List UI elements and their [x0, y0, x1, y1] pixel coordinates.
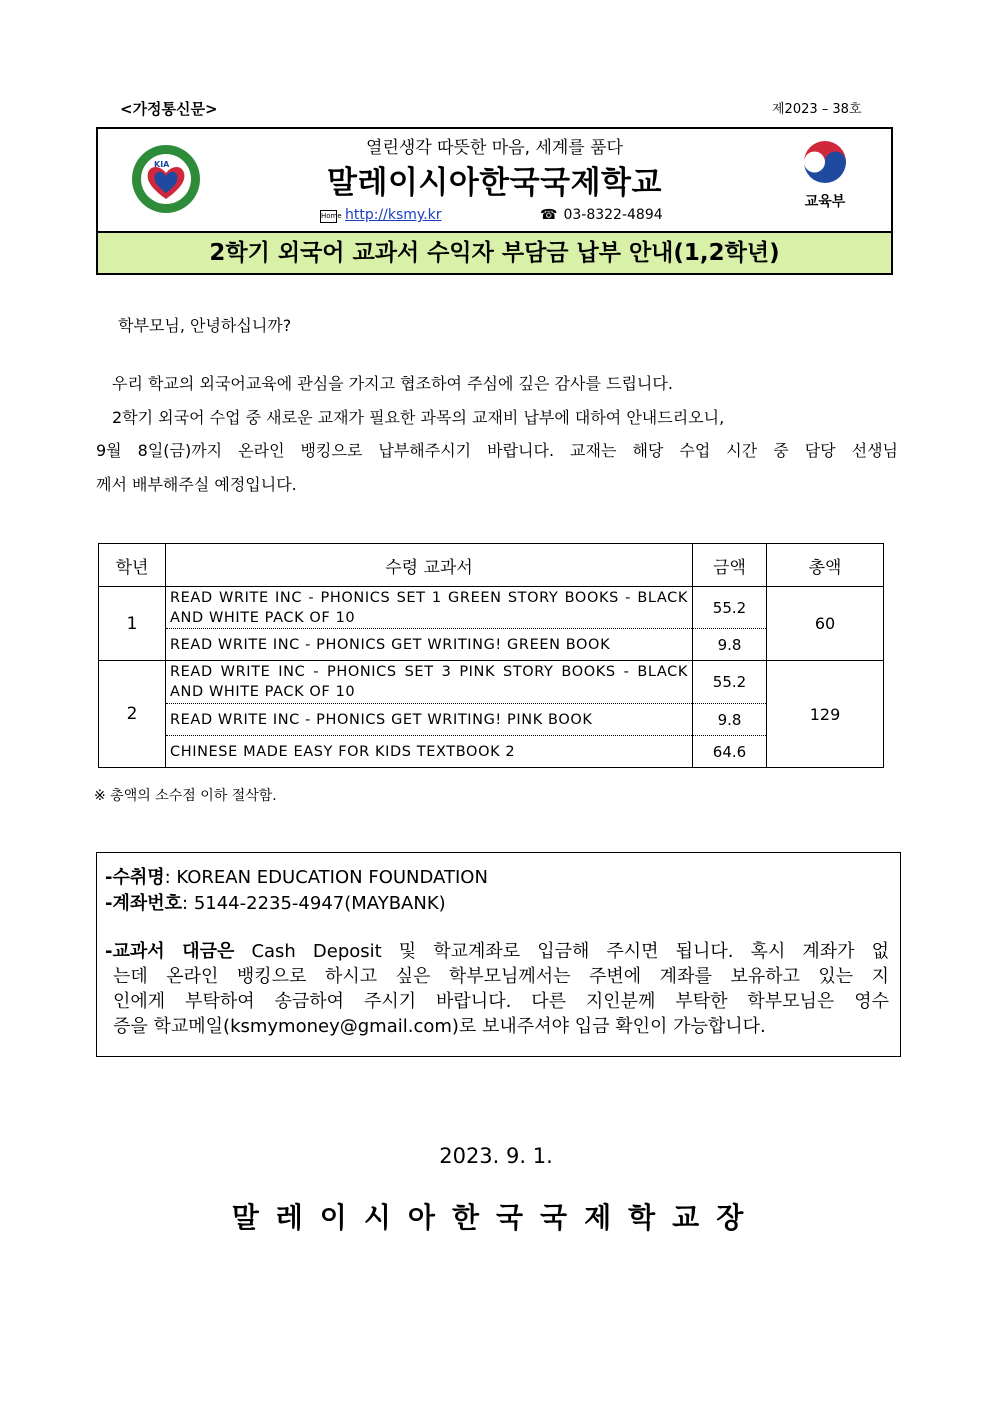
total-cell: 129	[767, 661, 884, 768]
table-row	[99, 661, 884, 704]
price-cell: 55.2	[693, 661, 767, 704]
table-header-row	[99, 544, 884, 587]
instruction-line: 인에게 부탁하여 송금하여 주시기 바랍니다. 다른 지인분께 부탁한 학부모님은 영수	[113, 991, 889, 1012]
greeting: 학부모님, 안녕하십니까?	[118, 316, 292, 335]
paragraph-notice-line2: 9월 8일(금)까지 온라인 뱅킹으로 납부해주시기 바랍니다. 교재는 해당 수업 시간 중 담당 선생님	[96, 441, 898, 460]
grade-cell: 1	[99, 587, 166, 661]
website-link[interactable]: http://ksmy.kr	[345, 207, 442, 223]
notice-type-label: <가정통신문>	[120, 100, 218, 118]
instruction-line: 증을 학교메일(ksmymoney@gmail.com)로 보내주셔야 입금 확인이 가능합니다.	[113, 1016, 766, 1037]
total-cell: 60	[767, 587, 884, 661]
payment-instructions	[105, 939, 889, 1039]
svg-text:KIA: KIA	[154, 160, 170, 169]
document-title: 2학기 외국어 교과서 수익자 부담금 납부 안내(1,2학년)	[98, 233, 891, 273]
school-phone	[540, 207, 663, 223]
header-price: 금액	[693, 544, 767, 587]
table-row	[99, 736, 884, 768]
price-cell: 64.6	[693, 736, 767, 768]
table-row	[99, 629, 884, 661]
header-textbook: 수령 교과서	[166, 544, 693, 587]
textbook-cell: READ WRITE INC - PHONICS SET 1 GREEN STORY BOOKS - BLACK AND WHITE PACK OF 10	[166, 587, 693, 629]
header-grade: 학년	[99, 544, 166, 587]
textbook-cell: CHINESE MADE EASY FOR KIDS TEXTBOOK 2	[166, 736, 693, 768]
textbook-fee-table	[98, 543, 884, 768]
recipient-value: : KOREAN EDUCATION FOUNDATION	[164, 867, 488, 888]
ministry-label: 교육부	[804, 194, 846, 210]
price-cell: 55.2	[693, 587, 767, 629]
price-cell: 9.8	[693, 704, 767, 736]
method-label: -교과서 대금은	[105, 941, 235, 962]
header-total: 총액	[767, 544, 884, 587]
textbook-cell: READ WRITE INC - PHONICS GET WRITING! PINK BOOK	[166, 704, 693, 736]
recipient-line	[105, 863, 488, 889]
instruction-line: 는데 온라인 뱅킹으로 하시고 싶은 학부모님께서는 주변에 계좌를 보유하고 있는 지	[113, 966, 889, 987]
notice-number: 제2023 – 38호	[772, 102, 862, 117]
table-footnote: ※ 총액의 소수점 이하 절삭함.	[94, 788, 277, 804]
grade-cell: 2	[99, 661, 166, 768]
letterhead-top	[98, 129, 891, 233]
textbook-cell: READ WRITE INC - PHONICS GET WRITING! GREEN BOOK	[166, 629, 693, 661]
home-icon: Home	[320, 210, 337, 223]
phone-icon: ☎	[540, 207, 558, 223]
account-line	[105, 889, 446, 915]
paragraph-thanks: 우리 학교의 외국어교육에 관심을 가지고 협조하여 주심에 깊은 감사를 드립니다.	[112, 374, 673, 393]
issue-date: 2023. 9. 1.	[439, 1144, 553, 1168]
account-label: -계좌번호	[105, 893, 183, 914]
table-row	[99, 587, 884, 629]
ministry-logo	[790, 139, 860, 211]
textbook-cell: READ WRITE INC - PHONICS SET 3 PINK STORY BOOKS - BLACK AND WHITE PACK OF 10	[166, 661, 693, 704]
paragraph-notice-line3: 께서 배부해주실 예정입니다.	[96, 475, 297, 494]
school-motto: 열린생각 따뜻한 마음, 세계를 품다	[366, 138, 623, 158]
school-name: 말레이시아한국국제학교	[327, 165, 662, 201]
recipient-label: -수취명	[105, 867, 165, 888]
price-cell: 9.8	[693, 629, 767, 661]
school-website[interactable]	[320, 207, 442, 223]
payment-info-box	[96, 852, 901, 1057]
account-value: : 5144-2235-4947(MAYBANK)	[182, 893, 446, 914]
table-row	[99, 704, 884, 736]
principal-signature: 말레이시아한국국제학교장	[231, 1201, 761, 1234]
taegeuk-icon	[800, 139, 850, 185]
instruction-line: -교과서 대금은 Cash Deposit 및 학교계좌로 입금해 주시면 됩니다. 혹시 계좌가 없	[105, 941, 889, 962]
paragraph-notice-line1: 2학기 외국어 수업 중 새로운 교재가 필요한 과목의 교재비 납부에 대하여 안내드리오니,	[112, 408, 725, 427]
letterhead	[96, 127, 893, 275]
phone-number: 03-8322-4894	[563, 207, 663, 223]
